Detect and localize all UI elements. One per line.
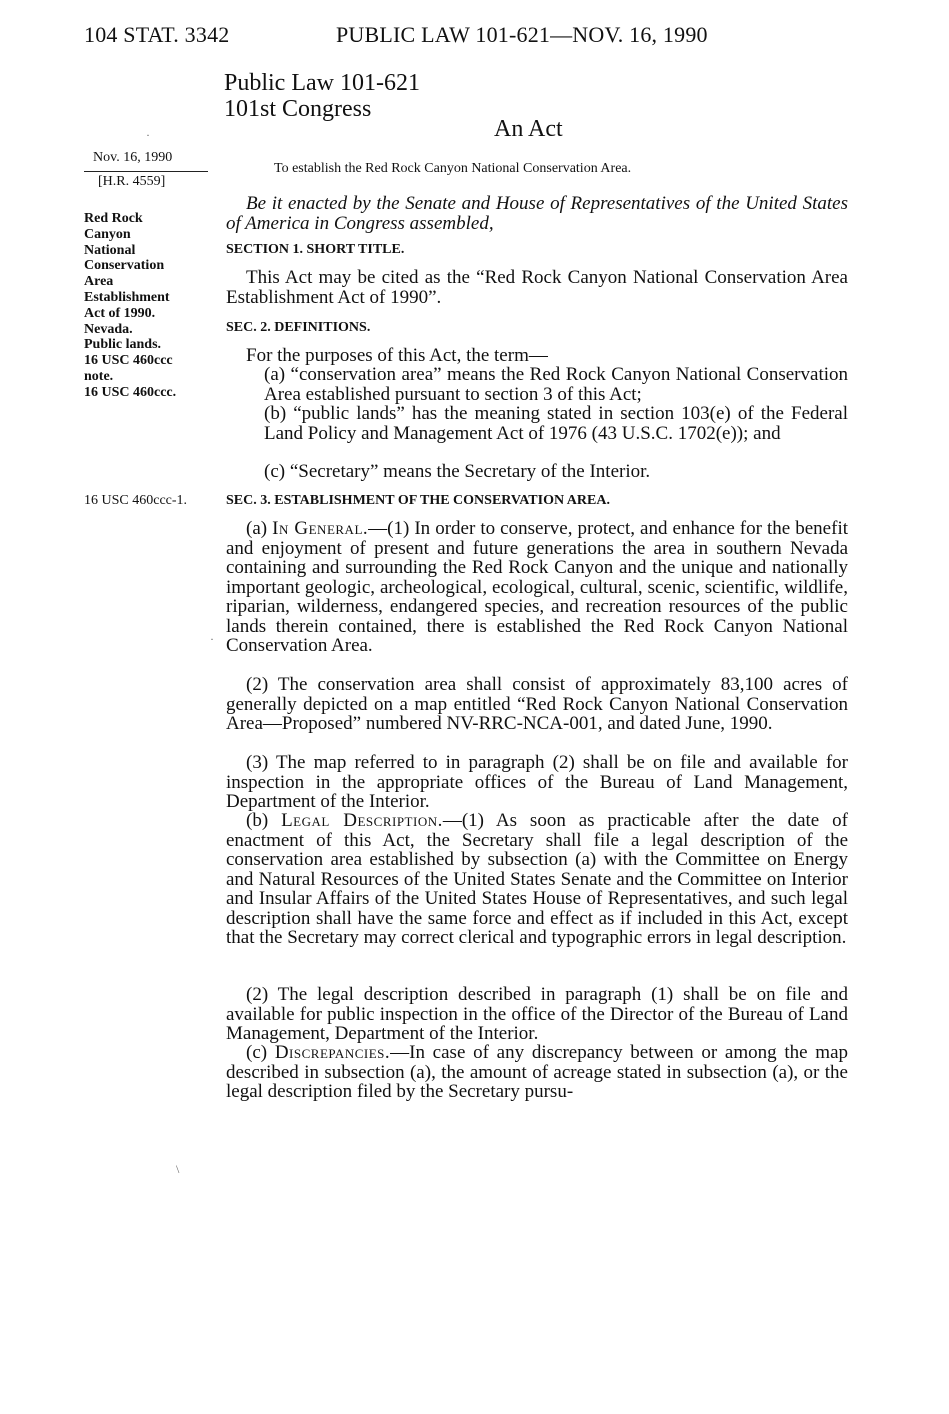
section-2-intro: For the purposes of this Act, the term— xyxy=(246,345,548,366)
subsection-a-text: —(1) In order to conserve, protect, and enhance for the benefit and enjoyment of present and future generations the area in southern Nevada containing and surrounding the Red Rock Canyon and the unique and nationally important geologic, archeological, ecological, cultural, scenic, scientific, wildlife, riparian, wilderness, endangered species, and recreation resources of the public lands therein contained, there is established the Red Rock Canyon National Conservation Area. xyxy=(226,518,849,656)
margin-date: Nov. 16, 1990 xyxy=(93,150,173,165)
subsection-a-caption: In General. xyxy=(272,518,369,539)
margin-note: National xyxy=(84,242,136,258)
section-2-heading: SEC. 2. DEFINITIONS. xyxy=(226,320,371,335)
definition-a: (a) “conservation area” means the Red Rock Canyon National Conservation Area established pursuant to section 3 of this Act; xyxy=(264,364,848,405)
margin-note: 16 USC 460ccc. xyxy=(84,384,177,400)
act-purpose: To establish the Red Rock Canyon National Conservation Area. xyxy=(274,161,632,176)
subsection-b-paragraph-1 xyxy=(226,811,848,948)
subsection-a-paragraph-2: (2) The conservation area shall consist of approximately 83,100 acres of generally depicted on a map entitled “Red Rock Canyon National Conservation Area—Proposed” numbered NV-RRC-NCA-001, and dated June, 1990. xyxy=(226,674,848,734)
statute-page-number: 104 STAT. 3342 xyxy=(84,22,230,47)
margin-note: Public lands. xyxy=(84,337,162,353)
margin-note: 16 USC 460ccc xyxy=(84,353,173,369)
definition-c: (c) “Secretary” means the Secretary of the Interior. xyxy=(264,461,651,482)
margin-notes xyxy=(84,211,219,401)
subsection-c-caption: Discrepancies. xyxy=(274,1042,391,1063)
scan-speck: · xyxy=(210,632,214,646)
margin-divider xyxy=(84,171,208,172)
subsection-b-caption: Legal Description. xyxy=(281,810,443,831)
enacting-clause: Be it enacted by the Senate and House of Representatives of the United States of America in Congress assembled, xyxy=(226,193,848,234)
margin-note: note. xyxy=(84,368,114,384)
scan-speck: · xyxy=(146,128,150,142)
subsection-b-text: —(1) As soon as practicable after the date of enactment of this Act, the Secretary shall file a legal description of the conservation area established by subsection (a) with the Committee on Energy and Natural Resources of the United States Senate and the Committee on Interior and Insular Affairs of the United States House of Representatives, and such legal description shall have the same force and effect as if included in this Act, except that the Secretary may correct clerical and typographic errors in legal description. xyxy=(226,810,848,948)
section-3-heading: SEC. 3. ESTABLISHMENT OF THE CONSERVATION AREA. xyxy=(226,493,610,508)
running-title: PUBLIC LAW 101-621—NOV. 16, 1990 xyxy=(336,22,708,47)
margin-note: Conservation xyxy=(84,258,165,274)
subsection-a-paragraph-3: (3) The map referred to in paragraph (2) shall be on file and available for inspection in the appropriate offices of the Bureau of Land Management, Department of the Interior. xyxy=(226,752,848,812)
scan-mark: \ xyxy=(176,1162,180,1176)
law-title: Public Law 101-621 xyxy=(224,70,420,96)
subsection-b-prefix: (b) xyxy=(246,810,282,831)
margin-bill-number: [H.R. 4559] xyxy=(98,174,166,189)
subsection-b-paragraph-2: (2) The legal description described in paragraph (1) shall be on file and available for public inspection in the office of the Director of the Bureau of Land Management, Department of the Interior. xyxy=(226,984,848,1044)
margin-note: Area xyxy=(84,274,114,290)
margin-note: Red Rock xyxy=(84,211,143,226)
margin-note: Nevada. xyxy=(84,321,133,337)
subsection-c-paragraph xyxy=(226,1043,848,1102)
section-1-text: This Act may be cited as the “Red Rock Canyon National Conservation Area Establishment Act of 1990”. xyxy=(226,267,848,308)
margin-note: Establishment xyxy=(84,289,170,305)
definition-b: (b) “public lands” has the meaning stated in section 103(e) of the Federal Land Policy and Management Act of 1976 (43 U.S.C. 1702(e)); and xyxy=(264,403,848,444)
margin-code-reference: 16 USC 460ccc-1. xyxy=(84,493,188,508)
subsection-c-text: —In case of any discrepancy between or among the map described in subsection (a), the amount of acreage stated in subsection (a), or the legal description filed by the Secretary pursu- xyxy=(226,1042,848,1102)
section-1-heading: SECTION 1. SHORT TITLE. xyxy=(226,242,405,257)
congress-label: 101st Congress xyxy=(224,96,372,122)
margin-note: Act of 1990. xyxy=(84,305,156,321)
act-heading: An Act xyxy=(494,116,563,142)
margin-note: Canyon xyxy=(84,226,131,242)
subsection-a-prefix: (a) xyxy=(246,518,273,539)
subsection-a-paragraph-1 xyxy=(226,519,848,656)
subsection-c-prefix: (c) xyxy=(246,1042,275,1063)
